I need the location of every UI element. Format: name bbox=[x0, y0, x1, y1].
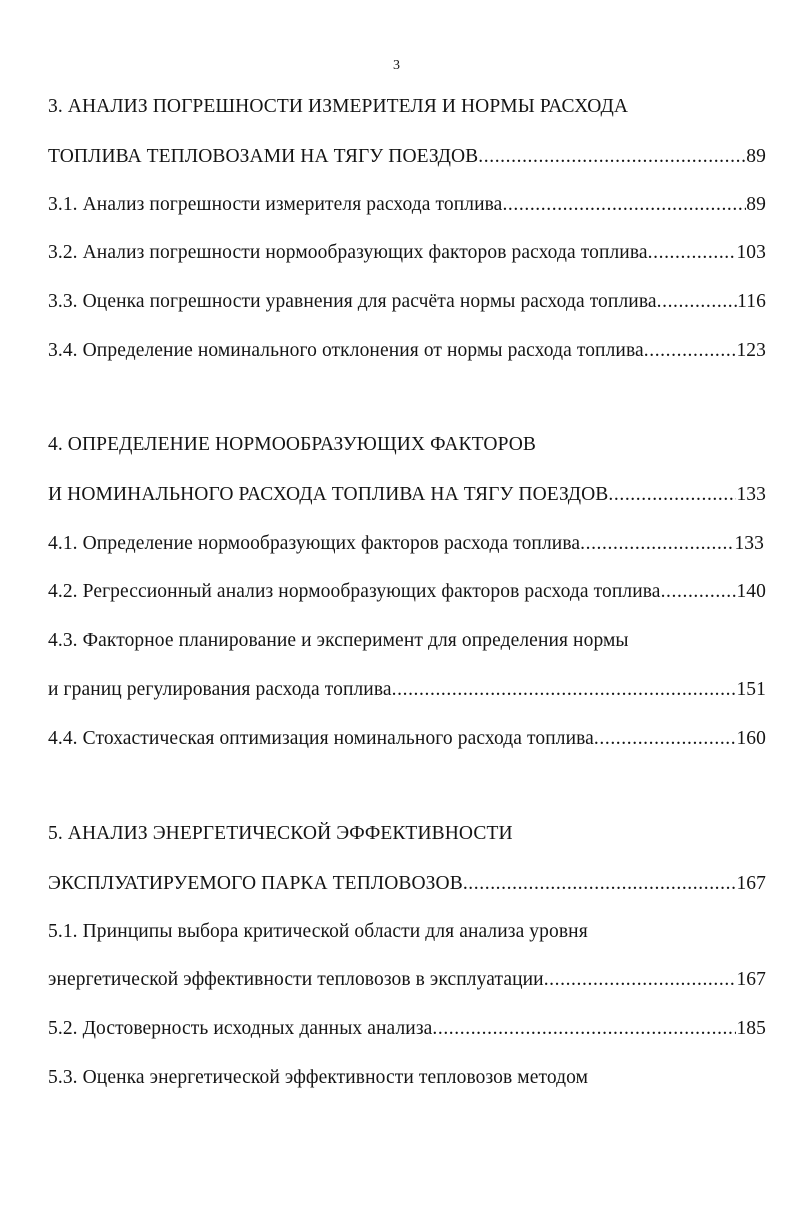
leader-dots bbox=[594, 727, 737, 751]
toc-page-number: 167 bbox=[736, 873, 766, 894]
toc-entry-5-1[interactable] bbox=[48, 968, 766, 992]
toc-entry-5-2[interactable] bbox=[48, 1017, 766, 1041]
section-title: 3.4. Определение номинального отклонения от нормы расхода топлива bbox=[48, 340, 644, 361]
leader-dots bbox=[502, 193, 746, 217]
toc-entry-3-2[interactable] bbox=[48, 241, 766, 265]
leader-dots bbox=[657, 290, 738, 314]
section-title-continued: энергетической эффективности тепловозов в эксплуатации bbox=[48, 969, 544, 990]
toc-entry-3-3[interactable] bbox=[48, 290, 766, 314]
leader-dots bbox=[544, 968, 737, 992]
chapter-3-heading-line2: ТОПЛИВА ТЕПЛОВОЗАМИ НА ТЯГУ ПОЕЗДОВ bbox=[48, 146, 479, 167]
toc-entry-4-4[interactable] bbox=[48, 727, 766, 751]
leader-dots bbox=[648, 241, 737, 265]
leader-dots bbox=[392, 678, 737, 702]
toc-entry-4-3-line1: 4.3. Факторное планирование и эксперимент для определения нормы bbox=[48, 630, 629, 651]
toc-page-number: 103 bbox=[736, 242, 766, 263]
toc-entry-chapter-3[interactable] bbox=[48, 145, 766, 169]
page-number: 3 bbox=[393, 58, 400, 73]
chapter-4-heading-line1: 4. ОПРЕДЕЛЕНИЕ НОРМООБРАЗУЮЩИХ ФАКТОРОВ bbox=[48, 434, 537, 455]
toc-entry-4-3[interactable] bbox=[48, 678, 766, 702]
toc-entry-5-1-line1: 5.1. Принципы выбора критической области для анализа уровня bbox=[48, 921, 588, 942]
section-title: 5.2. Достоверность исходных данных анализа bbox=[48, 1018, 433, 1039]
chapter-3-heading-line1: 3. АНАЛИЗ ПОГРЕШНОСТИ ИЗМЕРИТЕЛЯ И НОРМЫ РАСХОДА bbox=[48, 96, 629, 117]
section-title: 3.3. Оценка погрешности уравнения для расчёта нормы расхода топлива bbox=[48, 291, 657, 312]
leader-dots bbox=[661, 580, 737, 604]
section-title: 4.2. Регрессионный анализ нормообразующих факторов расхода топлива bbox=[48, 581, 661, 602]
section-title: 4.1. Определение нормообразующих факторов расхода топлива bbox=[48, 533, 581, 554]
toc-page-number: 140 bbox=[736, 581, 766, 602]
toc-entry-5-3[interactable]: 5.3. Оценка энергетической эффективности тепловозов методом bbox=[48, 1067, 589, 1088]
section-title: 3.1. Анализ погрешности измерителя расхода топлива bbox=[48, 194, 503, 215]
toc-entry-3-1[interactable] bbox=[48, 193, 766, 217]
chapter-4-heading-line2: И НОМИНАЛЬНОГО РАСХОДА ТОПЛИВА НА ТЯГУ ПОЕЗДОВ bbox=[48, 484, 609, 505]
toc-entry-chapter-4[interactable] bbox=[48, 483, 766, 507]
chapter-5-heading-line2: ЭКСПЛУАТИРУЕМОГО ПАРКА ТЕПЛОВОЗОВ bbox=[48, 873, 463, 894]
toc-page-number: 185 bbox=[736, 1018, 766, 1039]
toc-page-number: 133 bbox=[734, 533, 764, 554]
leader-dots bbox=[608, 483, 736, 507]
section-title-continued: и границ регулирования расхода топлива bbox=[48, 679, 392, 700]
chapter-5-heading-line1: 5. АНАЛИЗ ЭНЕРГЕТИЧЕСКОЙ ЭФФЕКТИВНОСТИ bbox=[48, 823, 513, 844]
leader-dots bbox=[432, 1017, 736, 1041]
toc-entry-3-4[interactable] bbox=[48, 339, 766, 363]
leader-dots bbox=[580, 532, 734, 556]
toc-entry-4-2[interactable] bbox=[48, 580, 766, 604]
toc-page-number: 167 bbox=[736, 969, 766, 990]
toc-page-number: 123 bbox=[736, 340, 766, 361]
toc-page-number: 89 bbox=[746, 146, 766, 167]
toc-page-number: 160 bbox=[736, 728, 766, 749]
toc-entry-chapter-5[interactable] bbox=[48, 872, 766, 896]
toc-page-number: 116 bbox=[737, 291, 766, 312]
toc-entry-4-1[interactable] bbox=[48, 532, 764, 556]
toc-page-number: 89 bbox=[746, 194, 766, 215]
leader-dots bbox=[463, 872, 737, 896]
toc-page-number: 151 bbox=[736, 679, 766, 700]
leader-dots bbox=[478, 145, 746, 169]
section-title: 3.2. Анализ погрешности нормообразующих факторов расхода топлива bbox=[48, 242, 648, 263]
leader-dots bbox=[644, 339, 737, 363]
section-title: 4.4. Стохастическая оптимизация номинального расхода топлива bbox=[48, 728, 594, 749]
toc-page-number: 133 bbox=[736, 484, 766, 505]
